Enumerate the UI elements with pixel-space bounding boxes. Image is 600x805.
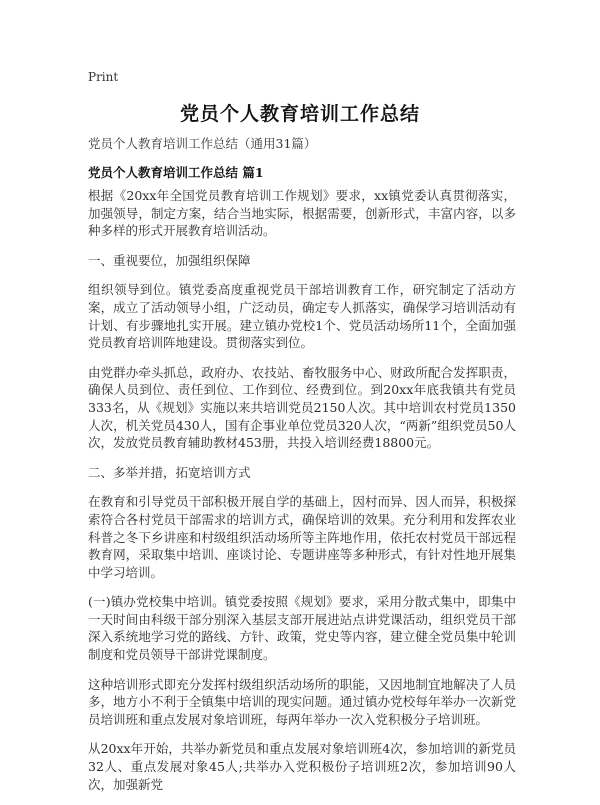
- body-paragraph: 根据《20xx年全国党员教育培训工作规划》要求，xx镇党委认真贯彻落实，加强领导，制定方案，结合当地实际，根据需要，创新形式，丰富内容，以多种多样的形式开展教育培训活动。: [88, 188, 516, 239]
- document-body: [88, 187, 516, 805]
- body-paragraph: 组织领导到位。镇党委高度重视党员干部培训教育工作，研究制定了活动方案，成立了活动领导小组，广泛动员，确定专人抓落实，确保学习培训活动有计划、有步骤地扎实开展。建立镇办党校1个、党员活动场所11个，全面加强党员教育培训阵地建设。贯彻落实到位。: [88, 282, 516, 351]
- body-paragraph: (一)镇办党校集中培训。镇党委按照《规划》要求，采用分散式集中，即集中一天时间由科级干部分别深入基层支部开展进站点讲党课活动，组织党员干部深入系统地学习党的路线、方针、政策，党史等内容，建立健全党员集中轮训制度和党员领导干部讲党课制度。: [88, 594, 516, 663]
- section-heading: 党员个人教育培训工作总结 篇1: [88, 165, 264, 180]
- body-paragraph: 从20xx年开始，共举办新党员和重点发展对象培训班4次，参加培训的新党员32人、重点发展对象45人;共举办入党积极份子培训班2次，参加培训90人次，加强新党: [88, 741, 516, 792]
- print-label: Print: [88, 70, 119, 84]
- subsection-heading: 一、重视要位，加强组织保障: [88, 252, 251, 268]
- body-paragraph: 由党群办牵头抓总，政府办、农技站、畜牧服务中心、财政所配合发挥职责，确保人员到位、责任到位、工作到位、经费到位。到20xx年底我镇共有党员333名，从《规划》实施以来共培训党员2150人次。其中培训农村党员1350人次，机关党员430人，国有企事业单位党员320人次，“两新”组织党员50人次，发放党员教育辅助教材453册，共投入培训经费18800元。: [88, 364, 516, 451]
- subsection-heading: 二、多举并措，拓宽培训方式: [88, 464, 251, 480]
- page-title: 党员个人教育培训工作总结: [179, 103, 420, 125]
- body-paragraph: 这种培训形式即充分发挥村级组织活动场所的职能，又因地制宜地解决了人员多，地方小不利于全镇集中培训的现实问题。通过镇办党校每年举办一次新党员培训班和重点发展对象培训班，每两年举办一次入党积极分子培训班。: [88, 676, 516, 727]
- document-subtitle: 党员个人教育培训工作总结（通用31篇）: [88, 136, 317, 151]
- body-paragraph: 在教育和引导党员干部积极开展自学的基础上，因村而异、因人而异，积极探索符合各村党员干部需求的培训方式，确保培训的效果。充分利用和发挥农业科普之冬下乡讲座和村级组织活动场所等主阵地作用，依托农村党员干部远程教育网，采取集中培训、座谈讨论、专题讲座等多种形式，有针对性地开展集中学习培训。: [88, 494, 516, 580]
